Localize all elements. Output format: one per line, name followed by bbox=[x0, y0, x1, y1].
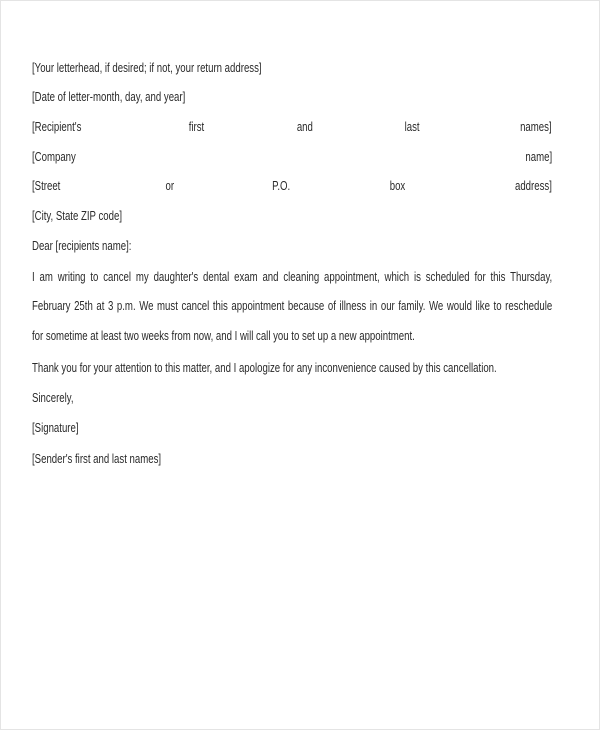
word: box bbox=[390, 178, 406, 193]
date-text: [Date of letter-month, day, and year] bbox=[32, 89, 186, 104]
body-text: for sometime at least two weeks from now, and I will call you to set up a new appointment. bbox=[32, 328, 415, 343]
signature-text: [Signature] bbox=[32, 420, 79, 435]
body-text: I am writing to cancel my daughter's dental exam and cleaning appointment, which is scheduled for this Thursday, bbox=[32, 269, 553, 284]
closing-text: Sincerely, bbox=[32, 390, 74, 405]
word: last bbox=[404, 119, 420, 134]
word: address] bbox=[515, 178, 552, 193]
closing bbox=[32, 390, 552, 408]
letterhead-text: [Your letterhead, if desired; if not, your return address] bbox=[32, 60, 262, 75]
thanks-text: Thank you for your attention to this matter, and I apologize for any inconvenience caused by this cancellation. bbox=[32, 360, 497, 375]
word: [Street bbox=[32, 178, 61, 193]
city-text: [City, State ZIP code] bbox=[32, 208, 123, 223]
salutation bbox=[32, 238, 552, 256]
thanks-line bbox=[32, 360, 552, 378]
city-line bbox=[32, 208, 552, 226]
date-line bbox=[32, 89, 552, 107]
company-line bbox=[32, 149, 552, 167]
recipient-name-line bbox=[32, 119, 552, 137]
street-line bbox=[32, 178, 552, 196]
letterhead bbox=[32, 60, 552, 78]
word: [Company bbox=[32, 149, 76, 164]
body-text: February 25th at 3 p.m. We must cancel this appointment because of illness in our family. We would like to reschedule bbox=[32, 298, 553, 313]
body-line-3 bbox=[32, 328, 552, 346]
sender-text: [Sender's first and last names] bbox=[32, 451, 162, 466]
salutation-text: Dear [recipients name]: bbox=[32, 238, 132, 253]
sender-name bbox=[32, 451, 552, 469]
word: or bbox=[165, 178, 175, 193]
word: [Recipient's bbox=[32, 119, 82, 134]
body-line-2 bbox=[32, 298, 552, 316]
signature bbox=[32, 420, 552, 438]
word: names] bbox=[520, 119, 552, 134]
word: and bbox=[296, 119, 313, 134]
body-line-1 bbox=[32, 269, 552, 287]
word: first bbox=[188, 119, 204, 134]
word: P.O. bbox=[272, 178, 291, 193]
word: name] bbox=[525, 149, 552, 164]
